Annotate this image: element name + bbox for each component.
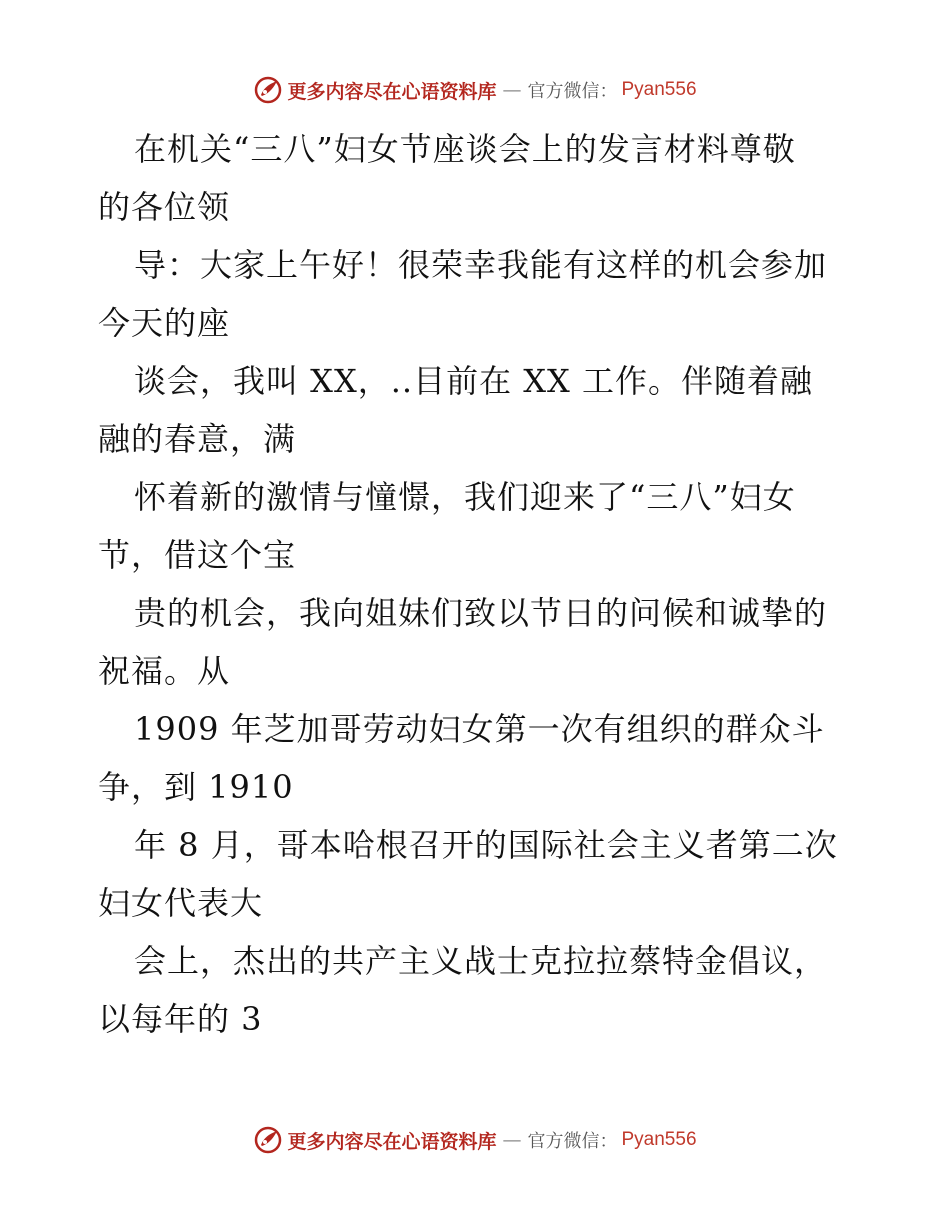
leaf-pen-logo-icon <box>253 75 283 105</box>
text-line: 会上，杰出的共产主义战士克拉拉蔡特金倡议， <box>134 942 828 980</box>
text-line: 融的春意，满 <box>98 420 297 458</box>
text-line: 在机关“三八”妇女节座谈会上的发言材料尊敬 <box>134 130 796 168</box>
text-line: 谈会，我叫 XX，..目前在 XX 工作。伴随着融 <box>134 362 813 400</box>
wechat-id: Pyan556 <box>621 79 697 100</box>
footer-banner <box>0 1120 950 1160</box>
banner-separator: — <box>502 79 522 101</box>
text-line: 妇女代表大 <box>98 884 264 922</box>
text-line: 怀着新的激情与憧憬，我们迎来了“三八”妇女 <box>134 478 796 516</box>
header-banner <box>0 70 950 110</box>
site-name: 更多内容尽在心语资料库 <box>287 1130 497 1153</box>
header-banner-content <box>253 75 696 105</box>
text-line: 祝福。从 <box>98 652 231 690</box>
footer-banner-content <box>253 1125 696 1155</box>
leaf-pen-logo-icon <box>253 1125 283 1155</box>
text-line: 年 8 月，哥本哈根召开的国际社会主义者第二次 <box>134 826 838 864</box>
text-line: 导：大家上午好！很荣幸我能有这样的机会参加 <box>134 246 828 284</box>
text-line: 贵的机会，我向姐妹们致以节日的问候和诚挚的 <box>134 594 828 632</box>
text-line: 争，到 1910 <box>98 768 294 806</box>
text-line: 1909 年芝加哥劳动妇女第一次有组织的群众斗 <box>134 710 825 748</box>
banner-separator: — <box>502 1129 522 1151</box>
text-line: 今天的座 <box>98 304 231 342</box>
wechat-label: 官方微信： <box>527 81 618 102</box>
text-line: 以每年的 3 <box>98 1000 263 1038</box>
text-line: 的各位领 <box>98 188 231 226</box>
site-name: 更多内容尽在心语资料库 <box>287 80 497 103</box>
wechat-label: 官方微信： <box>527 1131 618 1152</box>
wechat-id: Pyan556 <box>621 1129 697 1150</box>
document-body <box>98 120 858 1048</box>
text-line: 节，借这个宝 <box>98 536 297 574</box>
